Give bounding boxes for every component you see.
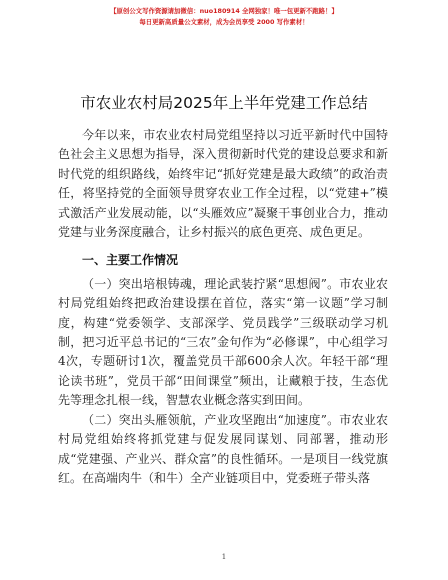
paragraph-2: （二）突出头雁领航，产业攻坚跑出“加速度”。市农业农村局党组始终将抓党建与促发展同谋划、同部署，推动形成“党建强、产业兴、群众富”的良性循环。一是项目一线党旗红。在高端肉牛（和牛）全产业链项目中，党委班子带头落 [58, 412, 388, 485]
promo-banner [0, 6, 448, 28]
document-body [58, 126, 388, 488]
document-title: 市农业农村局2025年上半年党建工作总结 [80, 94, 368, 112]
section-heading: 一、主要工作情况 [82, 253, 179, 268]
intro-paragraph: 今年以来，市农业农村局党组坚持以习近平新时代中国特色社会主义思想为指导，深入贯彻新时代党的建设总要求和新时代党的组织路线，始终牢记“抓好党建是最大政绩”的政治责任，将坚持党的全面领导贯穿农业工作全过程，以“党建+”模式激活产业发展动能，以“头雁效应”凝聚干事创业合力，推动党建与业务深度融合，让乡村振兴的底色更亮、成色更足。 [58, 128, 388, 240]
promo-banner-line-1: 【原创公文写作资源请加微信：nuo180914 全网独家！唯一包更新不跑路！】 [110, 7, 338, 15]
paragraph-1: （一）突出培根铸魂，理论武装拧紧“思想阀”。市农业农村局党组始终把政治建设摆在首位，落实“第一议题”学习制度，构建“党委领学、支部深学、党员践学”三级联动学习机制，把习近平总书记的“三农”金句作为“必修课”，中心组学习4次，专题研讨1次，覆盖党员干部600余人次。年轻干部“理论读书班”，党员干部“田间课堂”频出，让藏粮于技，生态优先等理念扎根一线，智慧农业概念落实到田间。 [58, 276, 388, 408]
page-number: 1 [221, 553, 227, 561]
promo-banner-line-2: 每日更新高质量公文素材，成为会员享受 2000 写作素材！ [139, 18, 309, 26]
